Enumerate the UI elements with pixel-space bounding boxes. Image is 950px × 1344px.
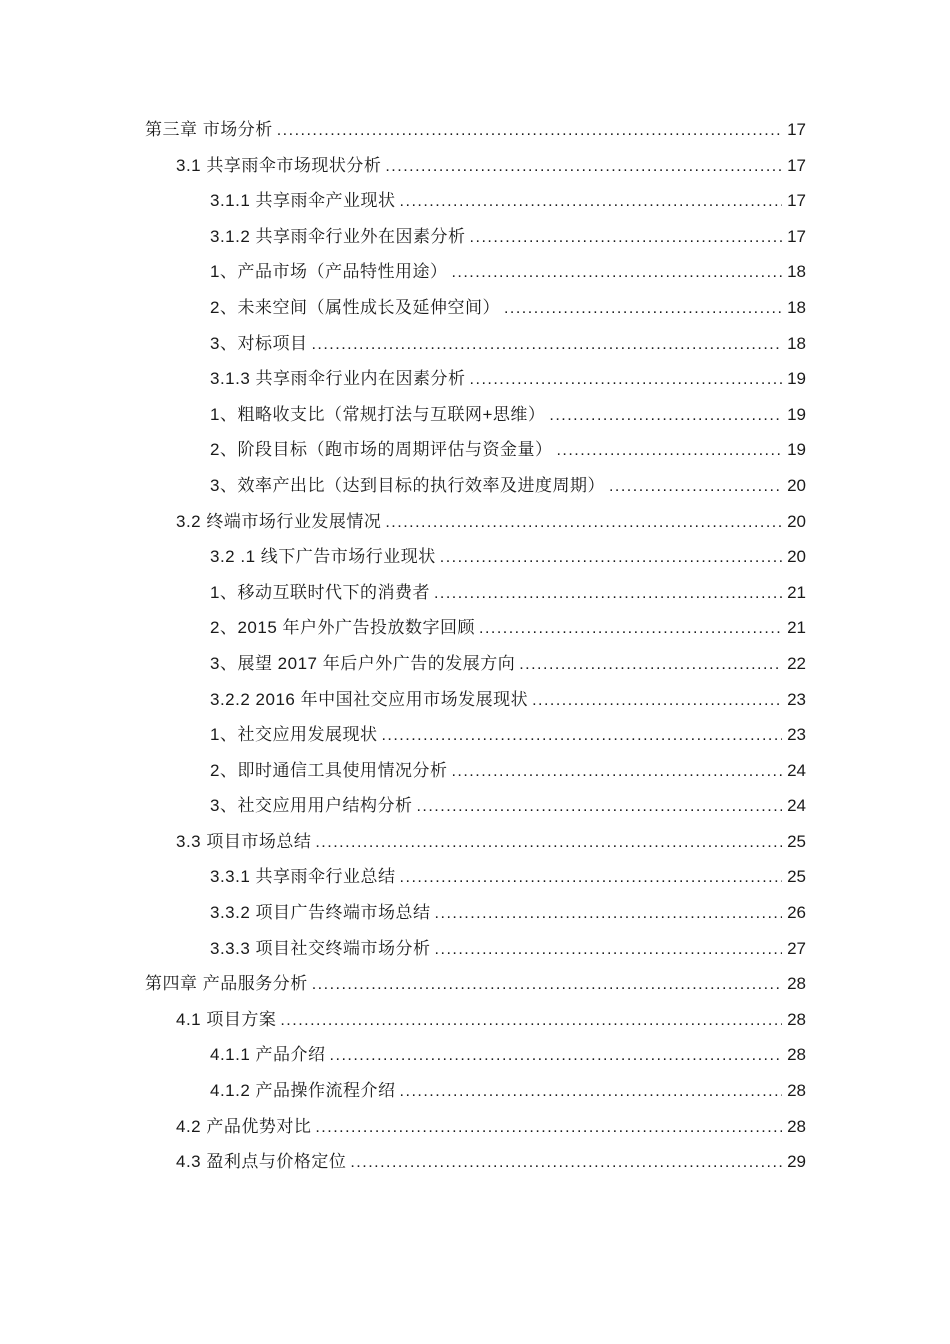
toc-entry-title: 3.2.2 2016 年中国社交应用市场发展现状: [210, 689, 529, 709]
toc-entry-title: 2、2015 年户外广告投放数字回顾: [210, 618, 475, 638]
toc-leader-dots: [609, 468, 782, 505]
toc-entry[interactable]: [145, 468, 806, 504]
toc-page-number: 18: [787, 333, 806, 353]
toc-page-number: 25: [787, 867, 806, 887]
toc-entry-title: 1、移动互联时代下的消费者: [210, 582, 430, 602]
toc-entry-title: 1、社交应用发展现状: [210, 725, 378, 745]
toc-entry-title: 4.2 产品优势对比: [176, 1116, 312, 1136]
toc-leader-dots: [315, 1109, 782, 1146]
toc-leader-dots: [451, 254, 782, 291]
toc-entry[interactable]: [145, 112, 806, 148]
toc-entry-title: 3.1.3 共享雨伞行业内在因素分析: [210, 369, 466, 389]
toc-entry[interactable]: [145, 1002, 806, 1038]
toc-leader-dots: [549, 397, 782, 434]
toc-page-number: 28: [787, 974, 806, 994]
toc-entry-title: 4.1.1 产品介绍: [210, 1045, 326, 1065]
toc-page-number: 17: [787, 226, 806, 246]
toc-page-number: 25: [787, 831, 806, 851]
toc-leader-dots: [532, 682, 782, 719]
toc-entry-title: 3、展望 2017 年后户外广告的发展方向: [210, 653, 516, 673]
toc-entry[interactable]: [145, 504, 806, 540]
toc-entry-title: 3.1.1 共享雨伞产业现状: [210, 191, 396, 211]
toc-page-number: 17: [787, 120, 806, 139]
toc-page-number: 23: [787, 689, 806, 709]
toc-leader-dots: [440, 539, 782, 576]
toc-page-number: 22: [787, 653, 806, 673]
toc-entry-title: 4.1 项目方案: [176, 1009, 277, 1029]
toc-entry[interactable]: [145, 788, 806, 824]
toc-page-number: 17: [787, 191, 806, 211]
toc-entry[interactable]: [145, 183, 806, 219]
toc-leader-dots: [435, 931, 782, 968]
toc-entry[interactable]: [145, 254, 806, 290]
toc-entry-title: 1、产品市场（产品特性用途）: [210, 262, 448, 282]
toc-leader-dots: [470, 361, 782, 398]
toc-entry[interactable]: [145, 610, 806, 646]
toc-entry[interactable]: [145, 1073, 806, 1109]
toc-page-number: 20: [787, 511, 806, 531]
toc-leader-dots: [277, 112, 782, 149]
toc-leader-dots: [400, 859, 782, 896]
toc-page-number: 21: [787, 582, 806, 602]
toc-page-number: 18: [787, 262, 806, 282]
toc-page-number: 26: [787, 903, 806, 923]
toc-entry-title: 第四章 产品服务分析: [145, 974, 308, 994]
toc-leader-dots: [556, 432, 782, 469]
toc-entry-title: 3、效率产出比（达到目标的执行效率及进度周期）: [210, 475, 605, 495]
toc-entry-title: 3.2 .1 线下广告市场行业现状: [210, 547, 436, 567]
toc-leader-dots: [416, 788, 782, 825]
toc-entry[interactable]: [145, 1144, 806, 1180]
toc-entry[interactable]: [145, 1109, 806, 1145]
toc-entry[interactable]: [145, 682, 806, 718]
toc-entry[interactable]: [145, 931, 806, 967]
toc-entry[interactable]: [145, 397, 806, 433]
toc-leader-dots: [451, 753, 782, 790]
toc-entry-title: 3.3.1 共享雨伞行业总结: [210, 867, 396, 887]
toc-leader-dots: [385, 504, 782, 541]
toc-page-number: 17: [787, 155, 806, 175]
toc-leader-dots: [400, 183, 782, 220]
toc-page-number: 23: [787, 725, 806, 745]
toc-entry[interactable]: [145, 753, 806, 789]
toc-entry[interactable]: [145, 895, 806, 931]
toc-leader-dots: [385, 148, 782, 185]
toc-leader-dots: [519, 646, 782, 683]
toc-entry[interactable]: [145, 824, 806, 860]
toc-leader-dots: [280, 1002, 782, 1039]
toc-entry[interactable]: [145, 539, 806, 575]
toc-leader-dots: [315, 824, 782, 861]
toc-entry-title: 4.1.2 产品操作流程介绍: [210, 1081, 396, 1101]
toc-page-number: 28: [787, 1045, 806, 1065]
toc-entry-title: 3.2 终端市场行业发展情况: [176, 511, 382, 531]
toc-page-number: 20: [787, 547, 806, 567]
toc-page-number: 28: [787, 1116, 806, 1136]
toc-entry[interactable]: [145, 1037, 806, 1073]
toc-leader-dots: [434, 575, 782, 612]
toc-entry[interactable]: [145, 575, 806, 611]
toc-entry[interactable]: [145, 966, 806, 1002]
toc-entry[interactable]: [145, 646, 806, 682]
toc-entry[interactable]: [145, 717, 806, 753]
toc-entry[interactable]: [145, 361, 806, 397]
toc-entry[interactable]: [145, 219, 806, 255]
toc-entry-title: 4.3 盈利点与价格定位: [176, 1152, 347, 1172]
toc-page-number: 29: [787, 1152, 806, 1172]
toc-leader-dots: [311, 326, 782, 363]
toc-page-number: 28: [787, 1009, 806, 1029]
toc-entry-title: 3.1 共享雨伞市场现状分析: [176, 155, 382, 175]
toc-entry-title: 3、对标项目: [210, 333, 308, 353]
toc-page-number: 24: [787, 796, 806, 816]
toc-page-number: 24: [787, 760, 806, 780]
toc-leader-dots: [381, 717, 782, 754]
toc-entry-title: 3.3.3 项目社交终端市场分析: [210, 938, 431, 958]
toc-entry-title: 3.1.2 共享雨伞行业外在因素分析: [210, 226, 466, 246]
toc-entry-title: 1、粗略收支比（常规打法与互联网+思维）: [210, 404, 546, 424]
toc-entry[interactable]: [145, 432, 806, 468]
toc-entry[interactable]: [145, 148, 806, 184]
table-of-contents: [145, 112, 806, 1180]
toc-page-number: 19: [787, 404, 806, 424]
toc-leader-dots: [470, 219, 782, 256]
toc-leader-dots: [312, 966, 782, 1003]
toc-leader-dots: [330, 1037, 782, 1074]
toc-entry-title: 3.3 项目市场总结: [176, 831, 312, 851]
toc-entry-title: 2、即时通信工具使用情况分析: [210, 760, 448, 780]
toc-page-number: 27: [787, 938, 806, 958]
toc-page-number: 19: [787, 440, 806, 460]
toc-leader-dots: [400, 1073, 782, 1110]
toc-entry[interactable]: [145, 326, 806, 362]
toc-entry[interactable]: [145, 859, 806, 895]
toc-entry-title: 第三章 市场分析: [145, 120, 273, 139]
toc-leader-dots: [504, 290, 782, 327]
toc-leader-dots: [350, 1144, 782, 1181]
toc-leader-dots: [479, 610, 782, 647]
toc-entry-title: 2、阶段目标（跑市场的周期评估与资金量）: [210, 440, 553, 460]
toc-page-number: 20: [787, 475, 806, 495]
toc-entry[interactable]: [145, 290, 806, 326]
toc-entry-title: 2、未来空间（属性成长及延伸空间）: [210, 297, 500, 317]
toc-entry-title: 3、社交应用用户结构分析: [210, 796, 413, 816]
toc-entry-title: 3.3.2 项目广告终端市场总结: [210, 903, 431, 923]
toc-leader-dots: [435, 895, 782, 932]
toc-page-number: 28: [787, 1081, 806, 1101]
toc-page-number: 18: [787, 297, 806, 317]
toc-page-number: 21: [787, 618, 806, 638]
toc-page-number: 19: [787, 369, 806, 389]
